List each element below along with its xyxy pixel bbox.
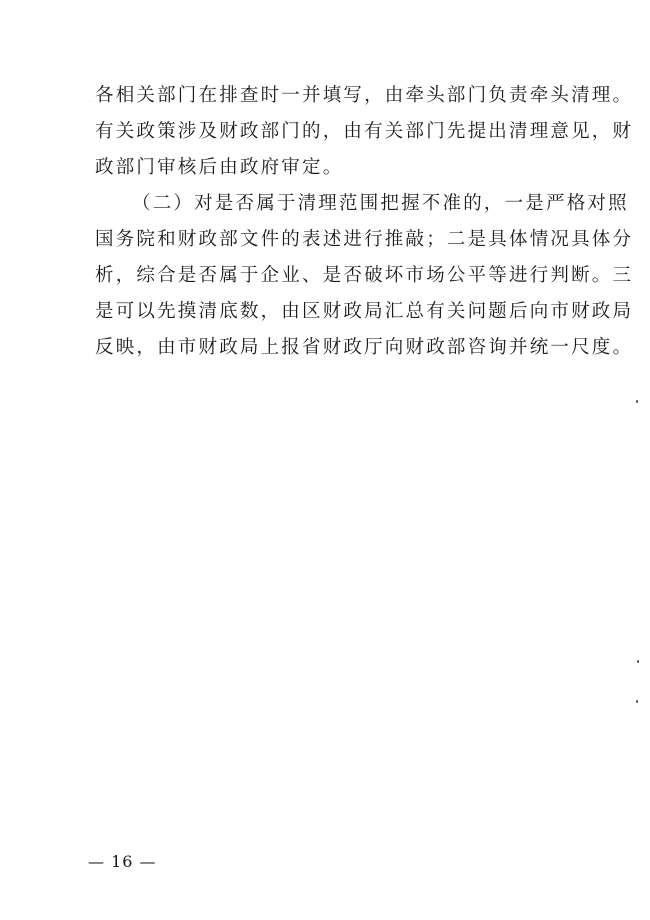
scan-speck — [636, 700, 638, 703]
paragraph-2-line-5: 反映，由市财政局上报省财政厅向财政部咨询并统一尺度。 — [95, 337, 634, 358]
scan-speck — [636, 400, 638, 403]
paragraph-2-line-1: （二）对是否属于清理范围把握不准的，一是严格对照 — [132, 193, 629, 214]
page-number: — 16 — — [88, 852, 157, 871]
scan-speck — [637, 660, 639, 663]
document-body — [95, 78, 634, 366]
paragraph-2-line-3: 析，综合是否属于企业、是否破坏市场公平等进行判断。三 — [95, 265, 634, 286]
paragraph-2-line-2: 国务院和财政部文件的表述进行推敲；二是具体情况具体分 — [95, 229, 634, 250]
paragraph-line-2: 有关政策涉及财政部门的，由有关部门先提出清理意见，财 — [95, 121, 634, 142]
paragraph-2-line-4: 是可以先摸清底数，由区财政局汇总有关问题后向市财政局 — [95, 301, 634, 322]
paragraph-line-3: 政部门审核后由政府审定。 — [95, 157, 344, 178]
paragraph-line-1: 各相关部门在排查时一并填写，由牵头部门负责牵头清理。 — [95, 85, 634, 106]
